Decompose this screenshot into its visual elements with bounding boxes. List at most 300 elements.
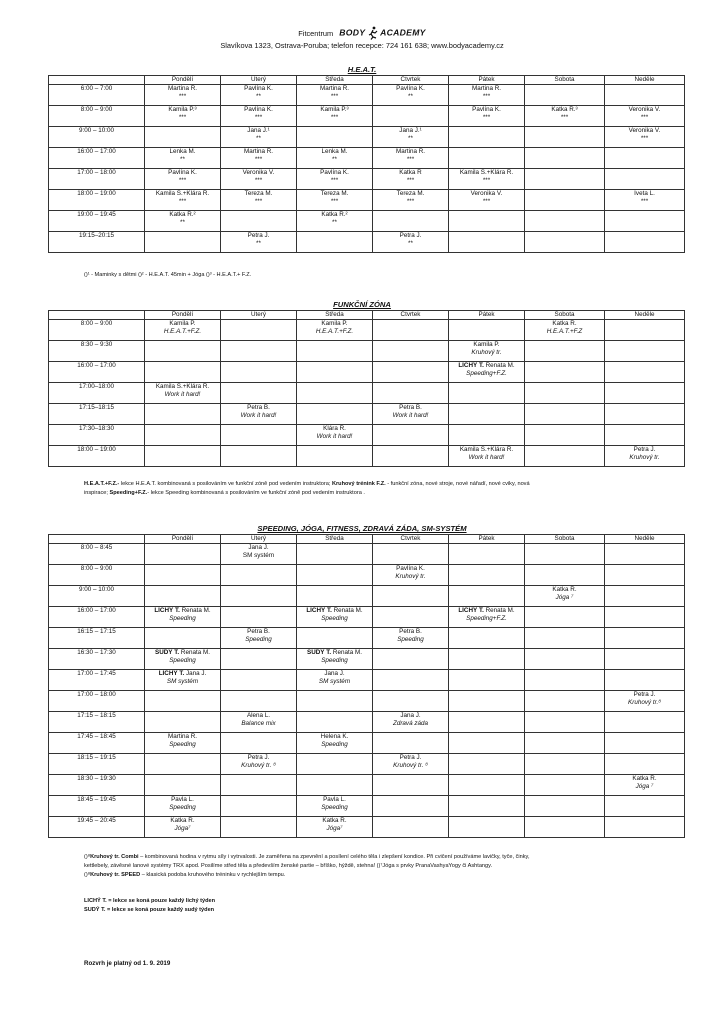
class-cell [145,320,221,341]
table-row [49,190,685,211]
week-flag: LICHÝ T. [458,362,484,369]
class-type: Speeding [169,615,196,622]
class-cell [145,190,221,211]
class-cell [449,320,525,341]
intensity-rating: *** [330,198,339,205]
instructor-name [147,649,218,657]
day-header: Středa [297,535,373,544]
intensity-rating: *** [640,135,649,142]
class-cell [145,565,221,586]
instructor-text: Renata M. [179,649,210,656]
table-row [49,754,685,775]
class-cell [373,670,449,691]
instructor-name [147,733,218,741]
class-cell [525,190,605,211]
class-type: Speeding [321,657,348,664]
class-cell [297,754,373,775]
class-cell [145,586,221,607]
class-cell [373,232,449,253]
header-row [49,535,685,544]
class-cell [221,691,297,712]
instructor-name [375,190,446,198]
day-header: Pátek [449,535,525,544]
instructor-name [299,85,370,93]
week-legend [84,897,215,915]
class-cell [297,425,373,446]
class-type: Kruhový tr. [395,573,426,580]
time-cell: 18:15 – 19:15 [49,754,145,775]
class-cell [145,106,221,127]
class-cell [605,565,685,586]
class-cell [525,775,605,796]
time-cell: 8:30 – 9:30 [49,341,145,362]
class-cell [297,211,373,232]
note-term-heat-fz: H.E.A.T.+F.Z.- [84,481,120,487]
brand-line [0,26,724,40]
time-cell: 8:00 – 9:00 [49,106,145,127]
instructor-text: Petra J. [633,691,656,698]
week-flag: LICHÝ T. [306,607,332,614]
class-type: SM systém [318,678,351,685]
table-row [49,148,685,169]
class-cell [297,649,373,670]
intensity-rating: ** [256,240,261,247]
instructor-text: Pavla L. [323,796,346,803]
class-cell [605,362,685,383]
class-cell [373,565,449,586]
class-cell [221,649,297,670]
header-row [49,311,685,320]
time-cell: 19:00 – 19:45 [49,211,145,232]
week-flag: LICHÝ T. [158,670,185,677]
class-cell [449,733,525,754]
logo-text-right: ACADEMY [380,27,426,38]
instructor-text: Katka R. [322,817,347,824]
class-type: Speeding+F.Z. [466,370,507,377]
instructor-text: Martina R. [471,85,502,92]
class-cell [221,544,297,565]
instructor-text: Jana J. [248,544,269,551]
table-row [49,607,685,628]
class-cell [221,712,297,733]
intensity-rating: ** [408,240,413,247]
class-cell [373,341,449,362]
class-cell [145,754,221,775]
instructor-name [375,127,446,135]
class-cell [525,320,605,341]
class-cell [373,649,449,670]
class-cell [449,628,525,649]
instructor-name [375,232,446,240]
day-header: Neděle [605,76,685,85]
class-cell [449,670,525,691]
table-row [49,544,685,565]
class-cell [373,628,449,649]
day-header: Neděle [605,311,685,320]
legend-lichy: LICHÝ T. = lekce se koná pouze každý lichý týden [84,898,216,904]
class-type: Work it hard! [468,454,505,461]
class-cell [297,127,373,148]
instructor-name [299,425,370,433]
brand-logo [339,26,426,40]
class-cell [373,425,449,446]
class-cell [605,733,685,754]
class-cell [221,85,297,106]
week-flag: LICHÝ T. [458,607,484,614]
class-cell [605,446,685,467]
class-cell [525,754,605,775]
time-cell: 17:45 – 18:45 [49,733,145,754]
instructor-text: Renata M. [483,362,515,369]
class-cell [221,754,297,775]
day-header: Pondělí [145,535,221,544]
intensity-rating: *** [178,114,187,121]
class-type: Work it hard! [316,433,353,440]
instructor-name [375,169,446,177]
class-cell [297,85,373,106]
instructor-text: Renata M. [179,607,211,614]
week-flag: SUDÝ T. [307,649,332,656]
section-title-speeding: SPEEDING, JÓGA, FITNESS, ZDRAVÁ ZÁDA, SM-SYSTÉM [257,524,467,533]
time-cell: 18:30 – 19:30 [49,775,145,796]
class-type: H.E.A.T.+F.Z. [163,328,202,335]
intensity-rating: *** [330,114,339,121]
instructor-name [223,85,294,93]
class-type: Kruhový tr. ⁸ [393,762,428,769]
class-cell [221,446,297,467]
instructor-name [147,796,218,804]
class-cell [525,404,605,425]
note-term-speed: Kruhový tr. SPEED [90,872,141,878]
instructor-name [299,211,370,219]
class-type: Speeding [245,636,272,643]
time-cell: 18:00 – 19:00 [49,446,145,467]
class-cell [297,148,373,169]
instructor-name [375,404,446,412]
class-cell [605,425,685,446]
class-cell [525,127,605,148]
class-cell [145,169,221,190]
day-header: Neděle [605,535,685,544]
class-cell [221,586,297,607]
class-cell [145,628,221,649]
class-cell [297,775,373,796]
day-header: Pondělí [145,311,221,320]
table-row [49,211,685,232]
class-cell [373,211,449,232]
class-cell [605,649,685,670]
table-row [49,404,685,425]
class-cell [145,425,221,446]
instructor-text: Tereza M. [320,190,349,197]
instructor-name [299,670,370,678]
instructor-name [527,586,602,594]
intensity-rating: *** [482,177,491,184]
table-row [49,796,685,817]
class-cell [449,754,525,775]
instructor-text: Veronika V. [628,127,661,134]
instructor-text: Iveta L. [634,190,655,197]
note-text: – klasická podoba kruhového tréninku v rychlejším tempu. [140,872,286,878]
instructor-name [223,148,294,156]
runner-icon [368,26,378,40]
instructor-text: Pavlína K. [244,106,273,113]
instructor-name [607,775,682,783]
speeding-notes [84,853,664,880]
table-row [49,127,685,148]
intensity-rating: ** [332,156,337,163]
class-cell [605,232,685,253]
intensity-rating: *** [178,93,187,100]
note-text: lekce H.E.A.T. kombinovaná s posilováním ve funkční zóně pod vedením instruktora; [119,481,332,487]
instructor-text: Pavlína K. [396,565,425,572]
table-row [49,446,685,467]
instructor-name [451,85,522,93]
instructor-text: Kamila Š.+Klára R. [459,169,514,176]
header-row [49,76,685,85]
instructor-text: Kamila Š.+Klára R. [459,446,514,453]
instructor-name [527,106,602,114]
instructor-name [299,607,370,615]
class-cell [221,775,297,796]
note-term-combi: Kruhový tr. Combi [90,854,139,860]
instructor-text: Petra B. [247,404,270,411]
intensity-rating: *** [560,114,569,121]
time-cell: 8:00 – 9:00 [49,565,145,586]
day-header: Středa [297,311,373,320]
header-address: Slavíkova 1323, Ostrava-Poruba; telefon recepce: 724 161 638; www.bodyacademy.cz [220,41,504,50]
class-cell [525,691,605,712]
class-cell [373,320,449,341]
intensity-rating: *** [254,114,263,121]
class-cell [297,565,373,586]
instructor-text: Pavlína K. [472,106,501,113]
class-cell [297,320,373,341]
class-cell [605,383,685,404]
class-cell [221,320,297,341]
class-cell [605,341,685,362]
class-type: Jóga⁷ [174,825,191,832]
corner-cell [49,311,145,320]
class-cell [449,446,525,467]
instructor-text: Kamila P.³ [168,106,197,113]
class-cell [297,586,373,607]
class-cell [145,817,221,838]
instructor-text: Kamila Š.+Klára R. [155,190,210,197]
class-cell [525,362,605,383]
instructor-text: Katka R [399,169,422,176]
table-row [49,341,685,362]
class-cell [221,425,297,446]
time-cell: 16:00 – 17:00 [49,607,145,628]
class-type: Kruhový tr. [629,454,660,461]
class-cell [297,383,373,404]
instructor-name [223,169,294,177]
class-cell [373,607,449,628]
instructor-text: Lenka M. [169,148,196,155]
class-cell [525,607,605,628]
time-cell: 17:00 – 18:00 [49,691,145,712]
note-term-kruhovy: Kruhový trénink F.Z. [331,481,386,487]
class-cell [449,383,525,404]
day-header: Sobota [525,76,605,85]
instructor-name [147,169,218,177]
class-cell [145,670,221,691]
instructor-text: Martina R. [243,148,274,155]
day-header: Čtvrtek [373,311,449,320]
instructor-text: Katka R. [552,320,577,327]
class-cell [221,733,297,754]
instructor-text: Tereza M. [396,190,425,197]
instructor-text: Pavla L. [171,796,194,803]
class-cell [449,544,525,565]
class-cell [221,607,297,628]
class-cell [605,691,685,712]
time-cell: 16:30 – 17:30 [49,649,145,670]
table-row [49,425,685,446]
instructor-name [607,106,682,114]
section-title-funkcni-zona: FUNKČNÍ ZÓNA [333,300,391,309]
intensity-rating: *** [482,93,491,100]
class-cell [605,754,685,775]
class-cell [297,232,373,253]
class-cell [145,607,221,628]
intensity-rating: ** [332,219,337,226]
instructor-name [299,169,370,177]
class-type: Jóga ⁷ [555,594,574,601]
class-cell [373,775,449,796]
instructor-text: Kamila P. [169,320,196,327]
class-cell [373,544,449,565]
day-header: Pondělí [145,76,221,85]
instructor-name [147,148,218,156]
day-header: Čtvrtek [373,535,449,544]
class-type: Work it hard! [392,412,429,419]
intensity-rating: *** [640,198,649,205]
instructor-name [223,404,294,412]
class-cell [297,169,373,190]
class-cell [373,169,449,190]
instructor-text: Katka R.³ [551,106,578,113]
class-cell [605,404,685,425]
time-cell: 17:30–18:30 [49,425,145,446]
class-cell [221,817,297,838]
class-cell [145,712,221,733]
class-cell [297,544,373,565]
class-cell [605,211,685,232]
instructor-name [147,190,218,198]
class-cell [221,148,297,169]
table-row [49,383,685,404]
instructor-text: Petra B. [399,628,422,635]
class-cell [145,211,221,232]
class-cell [525,544,605,565]
class-type: Jóga ⁷ [635,783,654,790]
section-title-heat: H.E.A.T. [347,65,377,74]
day-header: Úterý [221,311,297,320]
instructor-name [607,446,682,454]
class-type: Speeding [169,741,196,748]
instructor-name [451,341,522,349]
table-row [49,320,685,341]
intensity-rating: ** [256,135,261,142]
time-cell: 18:45 – 19:45 [49,796,145,817]
day-header: Sobota [525,535,605,544]
instructor-name [451,106,522,114]
class-cell [373,712,449,733]
table-row [49,649,685,670]
table-row [49,733,685,754]
instructor-text: Martina R. [319,85,350,92]
class-type: Balance mix [241,720,276,727]
instructor-name [299,649,370,657]
class-type: Speeding [321,615,348,622]
time-cell: 16:00 – 17:00 [49,148,145,169]
class-type: Speeding [321,804,348,811]
instructor-name [451,169,522,177]
table-row [49,628,685,649]
time-cell: 19:15–20:15 [49,232,145,253]
instructor-name [223,712,294,720]
instructor-text: Kamila P. [321,320,348,327]
instructor-name [299,148,370,156]
class-cell [525,169,605,190]
instructor-name [299,733,370,741]
class-cell [525,446,605,467]
instructor-name [375,85,446,93]
class-cell [145,544,221,565]
class-type: SM systém [166,678,199,685]
class-cell [221,796,297,817]
instructor-text: Petra J. [633,446,656,453]
class-cell [297,341,373,362]
class-cell [525,341,605,362]
time-cell: 16:00 – 17:00 [49,362,145,383]
schedule-table-funkcni-zona [48,310,685,467]
instructor-name [607,127,682,135]
table-row [49,691,685,712]
time-cell: 17:15 – 18:15 [49,712,145,733]
intensity-rating: *** [254,198,263,205]
instructor-name [223,754,294,762]
class-cell [145,404,221,425]
heat-footnote: ()¹ - Maminky s dětmi ()² - H.E.A.T. 45min + Jóga ()³ - H.E.A.T.+ F.Z. [84,272,252,278]
class-cell [449,127,525,148]
intensity-rating: ** [180,219,185,226]
note-text: – kombinovaná hodina v rytmu síly i vytrvalosti. Je zaměřena na zpevnění a posílení celého těla i zlepšení kondice. Při cvičení používáme lavičky, tyče, činky, [138,854,530,860]
instructor-name [299,817,370,825]
table-row [49,106,685,127]
instructor-text: Veronika V. [628,106,661,113]
class-cell [525,565,605,586]
class-cell [449,148,525,169]
day-header: Úterý [221,535,297,544]
class-cell [373,85,449,106]
class-cell [373,127,449,148]
instructor-name [451,190,522,198]
class-cell [449,817,525,838]
instructor-name [375,565,446,573]
note-mark: ()⁸ [84,872,91,878]
class-cell [221,341,297,362]
instructor-text: Martina R. [167,733,198,740]
instructor-name [223,232,294,240]
instructor-name [299,106,370,114]
intensity-rating: *** [254,177,263,184]
week-flag: SUDÝ T. [155,649,180,656]
class-cell [605,607,685,628]
class-cell [605,796,685,817]
